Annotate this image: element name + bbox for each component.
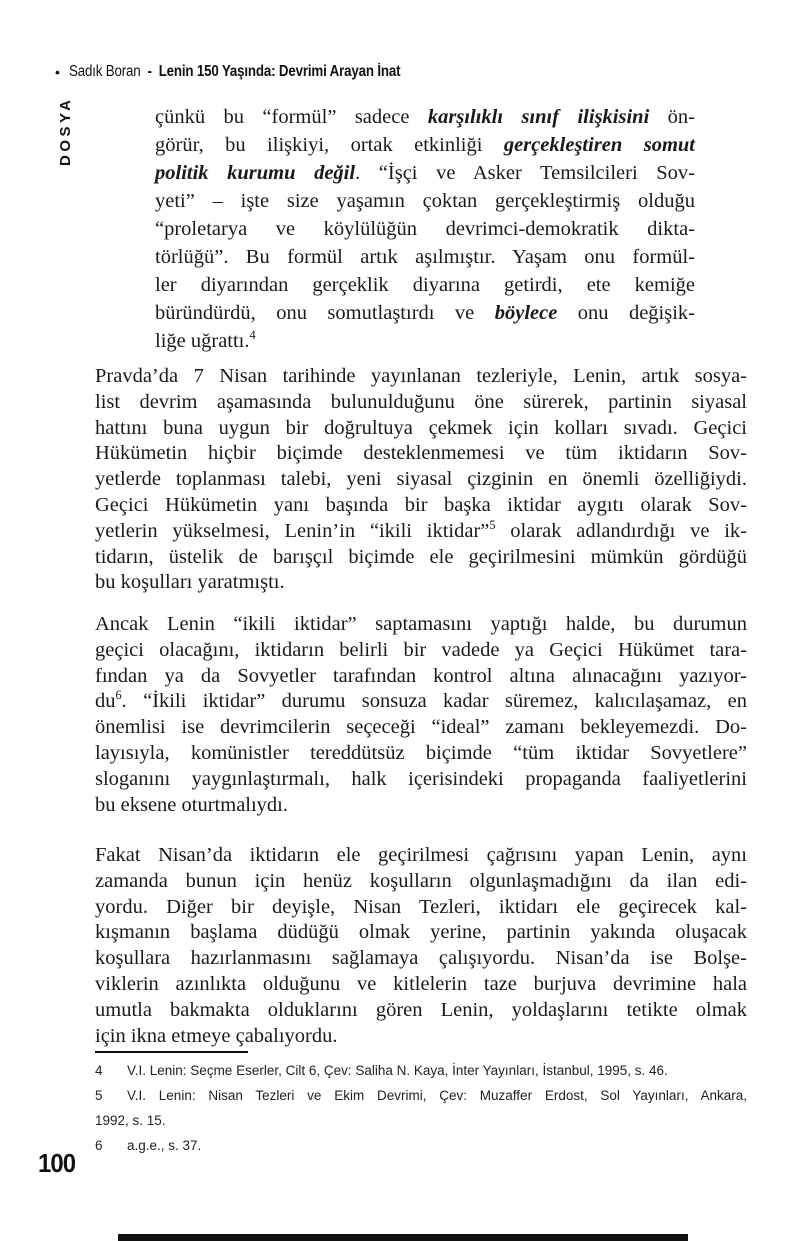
footnote-line: [95, 1133, 747, 1158]
text-line: tidarın, üstelik de barışçıl biçimde ele geçirilmesini mümkün gördüğü: [95, 545, 747, 568]
header-text: [69, 63, 400, 81]
footnote-number: 4: [95, 1063, 103, 1078]
text-line: bu koşulları yaratmıştı.: [95, 571, 285, 594]
footnote-line: [95, 1083, 747, 1108]
header-separator: -: [147, 63, 152, 80]
text-line: kışmanın başlama düdüğü olmak yerine, partinin yakında oluşacak: [95, 921, 747, 944]
text-line: $du^6$. “İkili iktidar” durumu sonsuza kadar süremez, kalıcılaşamaz, en: [95, 688, 747, 713]
text-line: geçici olacağını, iktidarın belirli bir vadede ya Geçici Hükümet tara-: [95, 638, 747, 661]
text-line: koşullara hazırlanmasını sağlamaya çalışıyordu. Nisan’da ise Bolşe-: [95, 947, 747, 970]
text-line: önemlisi ise devrimcilerin seçeceği “ideal” zamanı bekleyemezdi. Do-: [95, 716, 747, 739]
footnote-text: V.I. Lenin: Seçme Eserler, Cilt 6, Çev: Saliha N. Kaya, İnter Yayınları, İstanbul, 1995, s. 46.: [127, 1063, 668, 1078]
footnote-line: [95, 1108, 747, 1133]
text-line: yordu. Diğer bir deyişle, Nisan Tezleri, iktidarı ele geçirecek kal-: [95, 895, 747, 918]
footnote-ref: 4: [249, 328, 256, 343]
text-line: liğe uğrattı.$^4$: [155, 328, 256, 352]
body-paragraph-1: [95, 364, 747, 596]
section-label-dosya: DOSYA: [57, 96, 74, 166]
page-number: 100: [38, 1148, 76, 1178]
text-line: sloganını yaygınlaştırmalı, halk içerisindeki propaganda faaliyetlerini: [95, 767, 747, 790]
text-line: yetlerde toplanması talebi, yeni siyasal çizginin en önemli özelliğiydi.: [95, 468, 747, 491]
text-line: Geçici Hükümetin yanı başında bir başka iktidar aygıtı olarak Sov-: [95, 493, 747, 516]
text-line: viklerin azınlıkta olduğunu ve kitlelerin taze burjuva devrimine hala: [95, 972, 747, 995]
text-line: Hükümetin hiçbir biçimde desteklenmemesi ve tüm iktidarın Sov-: [95, 442, 747, 465]
footnote-number: 5: [95, 1088, 103, 1103]
footnote-ref: 6: [115, 688, 122, 703]
text-line: çünkü bu “formül” sadece karşılıklı sınıf ilişkisini ön-: [155, 106, 696, 128]
footnote-separator: [95, 1051, 248, 1053]
text-line: yeti” – işte size yaşamın çoktan gerçekleştirmiş olduğu: [155, 190, 695, 212]
text-line: ler diyarından gerçeklik diyarına getirdi, ete kemiğe: [155, 274, 695, 296]
block-quote: [155, 103, 695, 355]
emphasis-text: karşılıklı sınıf ilişkisini: [427, 106, 650, 128]
text-line: umutla bakmakta olduklarını gören Lenin, yoldaşlarını tetikte olmak: [95, 998, 747, 1021]
text-line: layısıyla, komünistler tereddütsüz biçimde “tüm iktidar Sovyetlere”: [95, 741, 747, 764]
emphasis-text: politik kurumu değil: [155, 162, 356, 184]
text-line: politik kurumu değil. “İşçi ve Asker Temsilcileri Sov-: [155, 162, 695, 184]
text-line: yetlerin yükselmesi, Lenin’in “ikili iktidar”$^5$ olarak adlandırdığı ve ik-: [95, 517, 747, 542]
text-line: görür, bu ilişkiyi, ortak etkinliği gerçekleştiren somut: [155, 134, 695, 156]
emphasis-text: böylece: [494, 302, 558, 324]
body-paragraph-2: [95, 612, 747, 818]
text-line: için ikna etmeye çabalıyordu.: [95, 1024, 338, 1047]
text-line: fından ya da Sovyetler tarafından kontrol altına alınacağını yazıyor-: [95, 664, 747, 687]
running-header: [55, 63, 454, 81]
text-line: hattını buna uygun bir doğrultuya çekmek için kolları sıvadı. Geçici: [95, 416, 747, 439]
footnote-text: 1992, s. 15.: [95, 1113, 166, 1128]
footnote-line: [95, 1058, 747, 1083]
page-bottom-scan-bar: [118, 1234, 688, 1241]
author-name: Sadık Boran: [68, 63, 141, 80]
article-title: Lenin 150 Yaşında: Devrimi Arayan İnat: [158, 63, 401, 80]
text-line: büründürdü, onu somutlaştırdı ve böylece onu değişik-: [155, 302, 695, 324]
text-line: Ancak Lenin “ikili iktidar” saptamasını yaptığı halde, bu durumun: [95, 613, 747, 635]
body-paragraph-3: [95, 843, 747, 1049]
text-line: törlüğü”. Bu formül artık aşılmıştır. Yaşam onu formül-: [155, 246, 695, 268]
text-line: list devrim aşamasında bulunulduğunu öne sürerek, partinin siyasal: [95, 390, 747, 413]
bullet-icon: •: [55, 64, 60, 80]
footnotes-block: [95, 1058, 747, 1158]
text-line: bu eksene oturtmalıydı.: [95, 793, 288, 816]
text-line: Pravda’da 7 Nisan tarihinde yayınlanan tezleriyle, Lenin, artık sosya-: [95, 365, 747, 387]
footnote-text: a.g.e., s. 37.: [127, 1138, 202, 1153]
emphasis-text: gerçekleştiren somut: [503, 134, 695, 156]
footnote-text: V.I. Lenin: Nisan Tezleri ve Ekim Devrimi, Çev: Muzaffer Erdost, Sol Yayınları, Ankara,: [127, 1088, 747, 1103]
footnote-number: 6: [95, 1138, 103, 1153]
text-line: “proletarya ve köylülüğün devrimci-demokratik dikta-: [155, 218, 695, 240]
footnote-ref: 5: [489, 517, 496, 532]
text-line: Fakat Nisan’da iktidarın ele geçirilmesi çağrısını yapan Lenin, aynı: [95, 844, 747, 866]
text-line: zamanda bunun için henüz koşulların olgunlaşmadığını da ilan edi-: [95, 869, 747, 892]
